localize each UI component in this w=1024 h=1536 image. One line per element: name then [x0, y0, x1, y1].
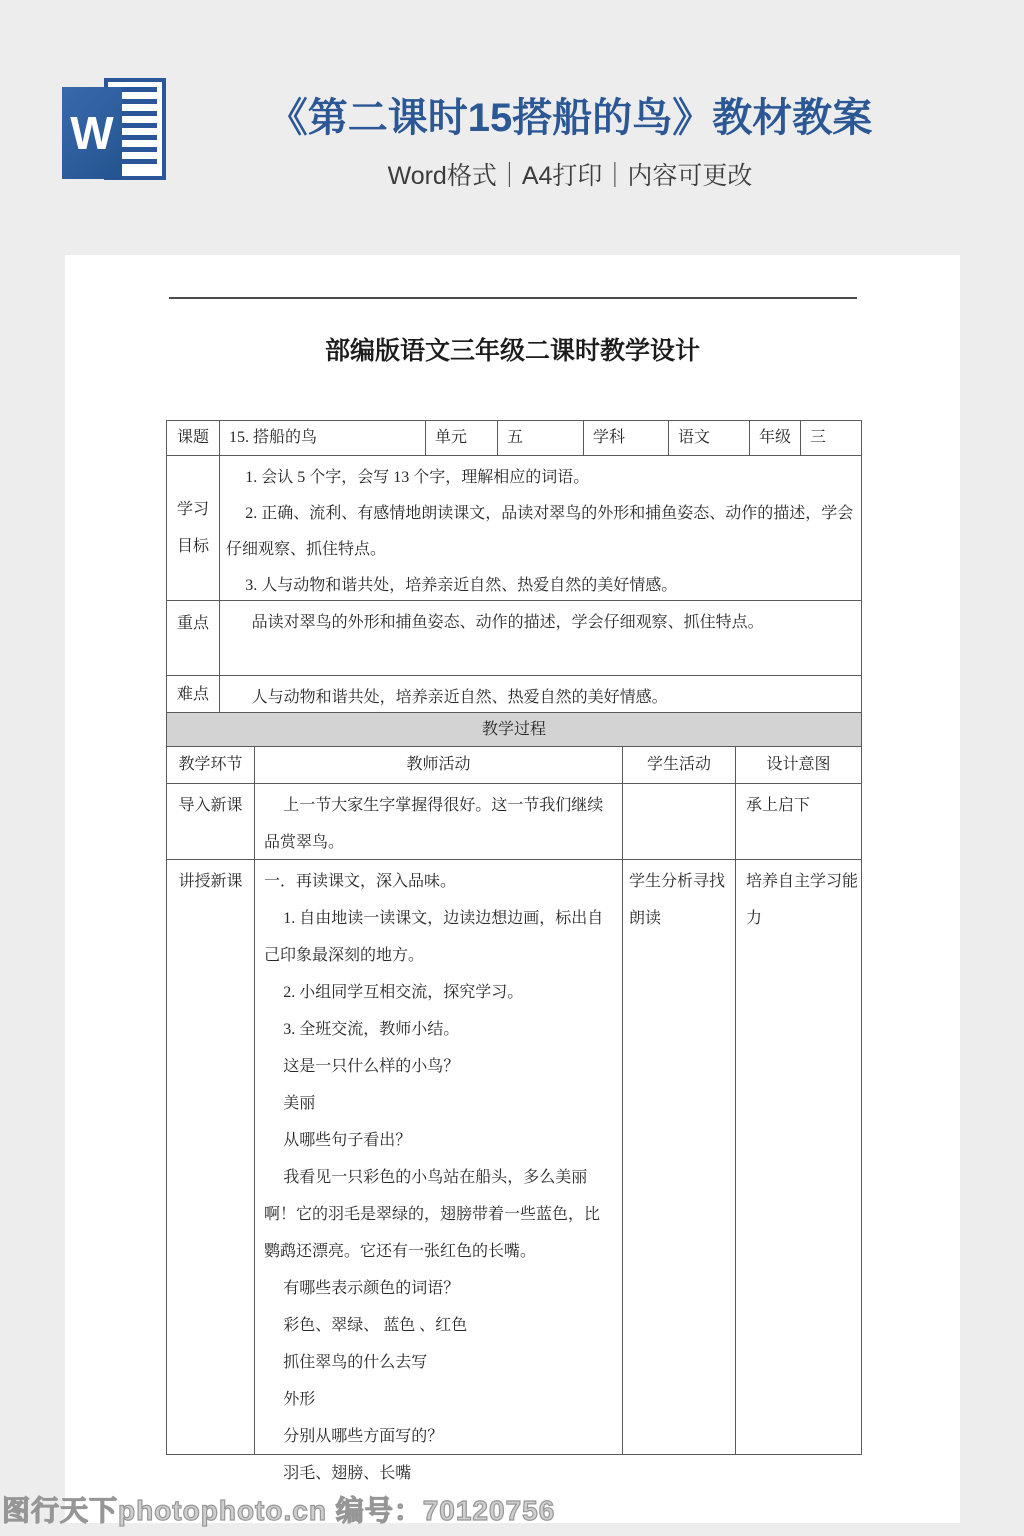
- table-row-stage-main: [167, 860, 861, 1482]
- col-header-intent: 设计意图: [766, 756, 831, 773]
- cell-goals-label: [167, 456, 220, 600]
- word-logo-icon: [62, 78, 166, 188]
- cell-key-point-label: [167, 601, 220, 675]
- document-title: 部编版语文三年级二课时教学设计: [324, 338, 700, 365]
- process-banner-title: 教学过程: [481, 721, 546, 738]
- cell-student-activity: [623, 784, 736, 859]
- paragraph: 一．再读课文，深入品味。: [264, 873, 457, 890]
- word-letter: W: [70, 107, 114, 159]
- paragraph: 外形: [283, 1391, 316, 1408]
- site-watermark: 图行天下photophoto.cn 编号：70120756: [2, 1495, 556, 1526]
- paragraph: 2. 小组同学互相交流，探究学习。: [283, 984, 524, 1001]
- table-row-key-point: [167, 601, 861, 676]
- cell-key-point-content: [220, 601, 861, 675]
- paragraph: 有哪些表示颜色的词语？: [283, 1280, 460, 1297]
- lesson-plan-table: [166, 420, 862, 1482]
- table-row-process-header: [167, 747, 861, 784]
- page-title: 《第二课时15搭船的鸟》教材教案: [267, 96, 873, 140]
- cell-student-activity: 学生分析寻找朗读: [623, 860, 736, 1454]
- page-subtitle: Word格式｜A4打印｜内容可更改: [387, 162, 753, 190]
- cell-subject-label: 学科: [584, 421, 669, 455]
- paragraph: 1. 会认 5 个字，会写 13 个字，理解相应的词语。: [245, 469, 590, 486]
- col-header-stage: 教学环节: [167, 747, 255, 783]
- cell-design-intent: 承上启下: [746, 797, 811, 814]
- cell-stage-name: 导入新课: [167, 784, 255, 859]
- cell-difficulty-label: [167, 676, 220, 712]
- document-preview-page: [65, 255, 960, 1523]
- col-header-teacher: 教师活动: [255, 747, 623, 783]
- key-point-text: 品读对翠鸟的外形和捕鱼姿态、动作的描述，学会仔细观察、抓住特点。: [251, 614, 764, 631]
- table-row-course-info: [167, 421, 861, 456]
- paragraph: 上一节大家生字掌握得很好。这一节我们继续品赏翠鸟。: [264, 797, 604, 851]
- table-row-process-banner: [167, 713, 861, 747]
- goals-label-line2: 目标: [176, 538, 209, 555]
- difficulty-label: 难点: [176, 685, 209, 703]
- cell-grade-value: 三: [810, 429, 827, 446]
- cell-unit-label: 单元: [426, 421, 498, 455]
- paragraph: 3. 全班交流，教师小结。: [283, 1021, 460, 1038]
- cell-teacher-activity: [255, 784, 623, 859]
- key-point-label: 重点: [176, 615, 209, 632]
- col-header-student: 学生活动: [623, 747, 736, 783]
- paragraph: 分别从哪些方面写的？: [283, 1428, 444, 1445]
- paragraph: 抓住翠鸟的什么去写: [283, 1354, 428, 1371]
- cell-design-intent: 培养自主学习能力: [746, 873, 859, 927]
- paragraph: 我看见一只彩色的小鸟站在船头，多么美丽啊！它的羽毛是翠绿的，翅膀带着一些蓝色，比鹦鹉还漂亮。它还有一张红色的长嘴。: [264, 1169, 601, 1260]
- paragraph: 羽毛、翅膀、长嘴: [283, 1465, 412, 1482]
- cell-course-label: 课题: [167, 421, 220, 455]
- cell-grade-label: 年级: [750, 421, 801, 455]
- header-text-block: [170, 86, 970, 192]
- table-row-stage-intro: [167, 784, 861, 860]
- word-w-square-icon: [62, 87, 122, 179]
- paragraph: 这是一只什么样的小鸟？: [283, 1058, 460, 1075]
- paragraph: 从哪些句子看出？: [283, 1132, 412, 1149]
- goals-label-line1: 学习: [176, 501, 209, 518]
- cell-unit-value: 五: [498, 421, 584, 455]
- paragraph: 3. 人与动物和谐共处，培养亲近自然、热爱自然的美好情感。: [245, 577, 678, 594]
- paragraph: 彩色、翠绿、 蓝色 、红色: [283, 1317, 468, 1334]
- cell-goals-content: [220, 456, 861, 600]
- cell-difficulty-content: [220, 676, 861, 712]
- cell-teacher-activity: [255, 860, 623, 1482]
- table-row-difficulty: [167, 676, 861, 713]
- cell-subject-value: 语文: [669, 421, 750, 455]
- cell-stage-name: 讲授新课: [167, 860, 255, 1454]
- horizontal-divider: [169, 297, 857, 299]
- paragraph: 美丽: [283, 1095, 316, 1112]
- paragraph: 2. 正确、流利、有感情地朗读课文，品读对翠鸟的外形和捕鱼姿态、动作的描述，学会仔细观察、抓住特点。: [226, 505, 854, 558]
- site-header: [0, 0, 1024, 255]
- difficulty-text: 人与动物和谐共处，培养亲近自然、热爱自然的美好情感。: [251, 689, 668, 706]
- table-row-learning-goals: [167, 456, 861, 601]
- paragraph: 1. 自由地读一读课文，边读边想边画，标出自己印象最深刻的地方。: [264, 910, 604, 964]
- cell-course-value: 15. 搭船的鸟: [220, 421, 426, 455]
